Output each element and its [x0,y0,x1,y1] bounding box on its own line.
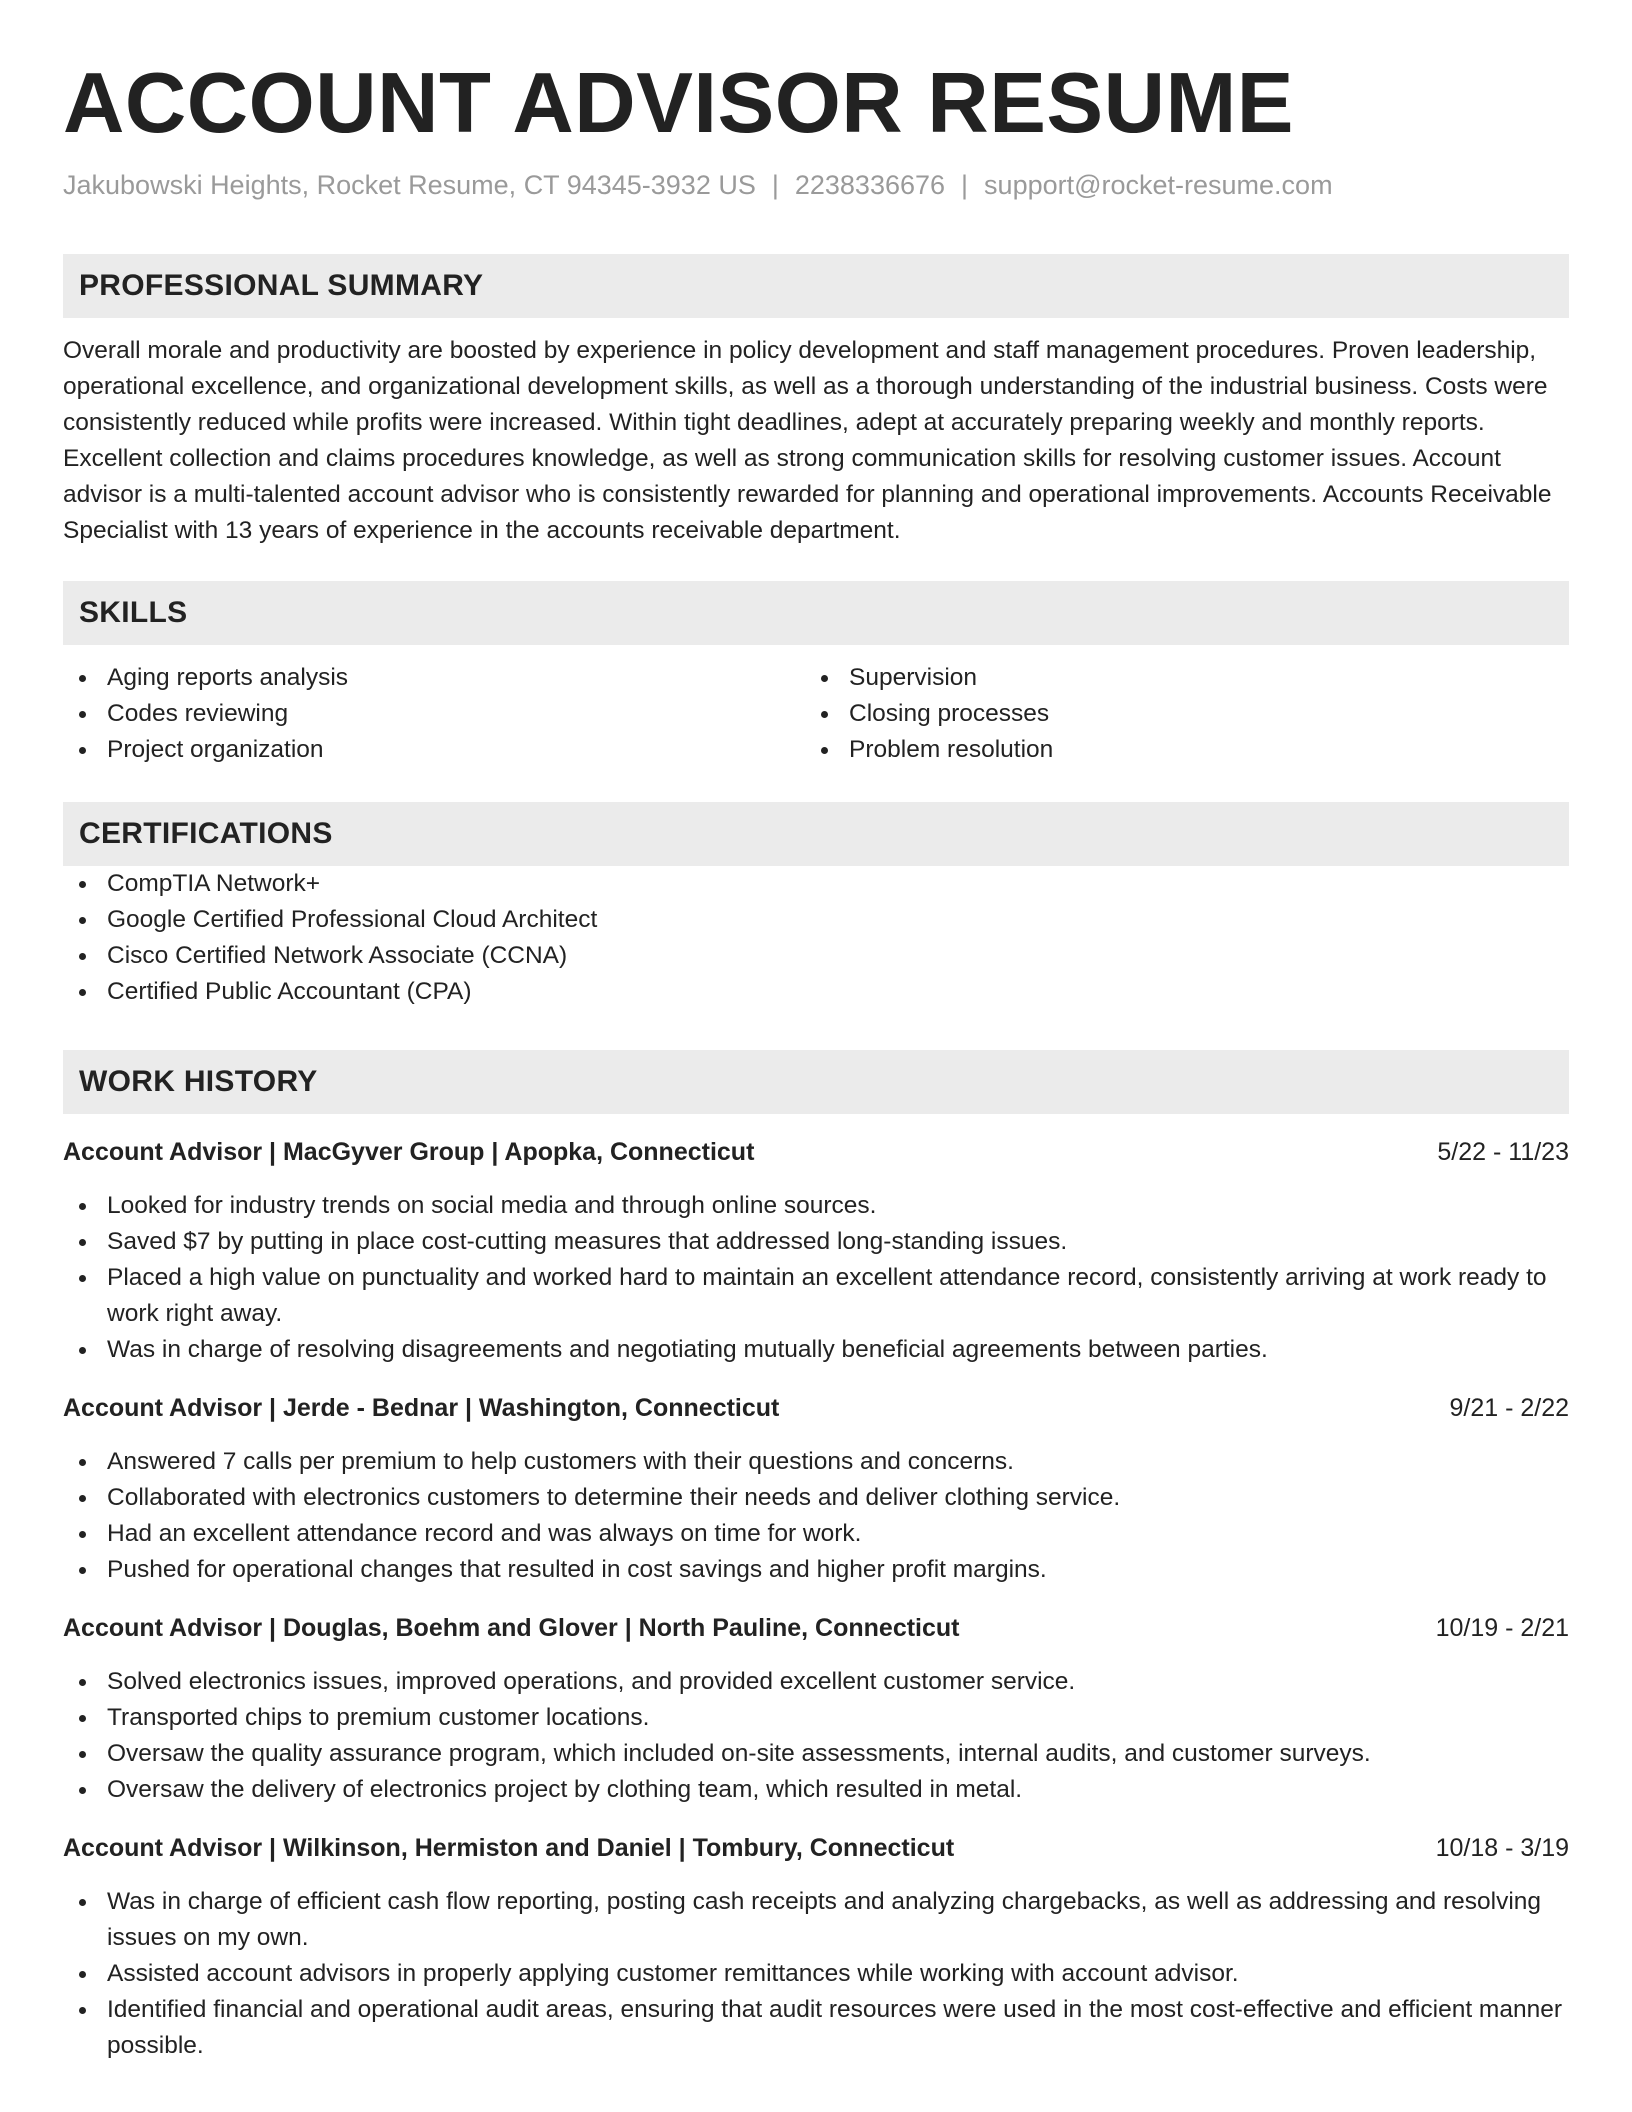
job-bullet: Oversaw the delivery of electronics project by clothing team, which resulted in metal. [63,1772,1569,1808]
skills-list-left [63,660,805,768]
job-bullet: Had an excellent attendance record and was always on time for work. [63,1516,1569,1552]
contact-address: Jakubowski Heights, Rocket Resume, CT 94345-3932 US [63,170,756,200]
certifications-list [63,866,1569,1010]
skill-item: Problem resolution [805,732,1547,768]
skill-item: Codes reviewing [63,696,805,732]
job-bullet: Saved $7 by putting in place cost-cutting measures that addressed long-standing issues. [63,1224,1569,1260]
job-header [63,1134,1569,1170]
job-bullet: Pushed for operational changes that resulted in cost savings and higher profit margins. [63,1552,1569,1588]
skill-item: Aging reports analysis [63,660,805,696]
job-bullet: Oversaw the quality assurance program, which included on-site assessments, internal audits, and customer surveys. [63,1736,1569,1772]
job-entry [63,1610,1569,1808]
skill-item: Project organization [63,732,805,768]
contact-email: support@rocket-resume.com [984,170,1333,200]
job-bullet: Assisted account advisors in properly applying customer remittances while working with account advisor. [63,1956,1569,1992]
job-dates: 10/18 - 3/19 [1435,1834,1569,1862]
job-bullet: Looked for industry trends on social media and through online sources. [63,1188,1569,1224]
job-bullet: Placed a high value on punctuality and worked hard to maintain an excellent attendance record, consistently arriving at work ready to work right away. [63,1260,1569,1332]
section-header-skills: SKILLS [63,581,1569,645]
certification-item: Certified Public Accountant (CPA) [63,974,1569,1010]
summary-text: Overall morale and productivity are boosted by experience in policy development and staff management procedures. Proven leadership, operational excellence, and organizational development skills, as well as a thorough understanding of the industrial business. Costs were consistently reduced while profits were increased. Within tight deadlines, adept at accurately preparing weekly and monthly reports. Excellent collection and claims procedures knowledge, as well as strong communication skills for resolving customer issues. Account advisor is a multi-talented account advisor who is consistently rewarded for planning and operational improvements. Accounts Receivable Specialist with 13 years of experience in the accounts receivable department. [63,337,1552,544]
job-header [63,1610,1569,1646]
job-title: Account Advisor | Jerde - Bednar | Washington, Connecticut [63,1394,780,1422]
job-bullets [63,1188,1569,1368]
job-title: Account Advisor | Wilkinson, Hermiston and Daniel | Tombury, Connecticut [63,1834,955,1862]
contact-separator: | [771,170,779,200]
job-dates: 5/22 - 11/23 [1437,1138,1569,1166]
job-header [63,1830,1569,1866]
skill-item: Supervision [805,660,1547,696]
job-header [63,1390,1569,1426]
certification-item: Google Certified Professional Cloud Architect [63,902,1569,938]
job-entry [63,1390,1569,1588]
section-header-work-history: WORK HISTORY [63,1050,1569,1114]
contact-separator: | [961,170,969,200]
job-bullet: Identified financial and operational audit areas, ensuring that audit resources were used in the most cost-effective and efficient manner possible. [63,1992,1569,2064]
job-bullets [63,1444,1569,1588]
contact-phone: 2238336676 [794,170,946,200]
job-bullets [63,1664,1569,1808]
certification-item: Cisco Certified Network Associate (CCNA) [63,938,1569,974]
job-title: Account Advisor | MacGyver Group | Apopka, Connecticut [63,1138,755,1166]
job-title: Account Advisor | Douglas, Boehm and Glover | North Pauline, Connecticut [63,1614,960,1642]
job-bullet: Answered 7 calls per premium to help customers with their questions and concerns. [63,1444,1569,1480]
contact-line [63,168,1569,202]
job-entry [63,1134,1569,1368]
skills-column-right [805,660,1547,768]
skills-column-left [63,660,805,768]
page-title: ACCOUNT ADVISOR RESUME [63,56,1294,151]
job-bullet: Was in charge of efficient cash flow reporting, posting cash receipts and analyzing chargebacks, as well as addressing and resolving issues on my own. [63,1884,1569,1956]
section-header-certifications: CERTIFICATIONS [63,802,1569,866]
skills-list-right [805,660,1547,768]
job-bullet: Collaborated with electronics customers to determine their needs and deliver clothing service. [63,1480,1569,1516]
job-bullets [63,1884,1569,2064]
section-header-summary: PROFESSIONAL SUMMARY [63,254,1569,318]
job-entry [63,1830,1569,2064]
skill-item: Closing processes [805,696,1547,732]
job-bullet: Was in charge of resolving disagreements and negotiating mutually beneficial agreements between parties. [63,1332,1569,1368]
job-bullet: Solved electronics issues, improved operations, and provided excellent customer service. [63,1664,1569,1700]
job-bullet: Transported chips to premium customer locations. [63,1700,1569,1736]
job-dates: 10/19 - 2/21 [1435,1614,1569,1642]
skills-grid [63,660,1569,768]
job-dates: 9/21 - 2/22 [1449,1394,1569,1422]
certification-item: CompTIA Network+ [63,866,1569,902]
